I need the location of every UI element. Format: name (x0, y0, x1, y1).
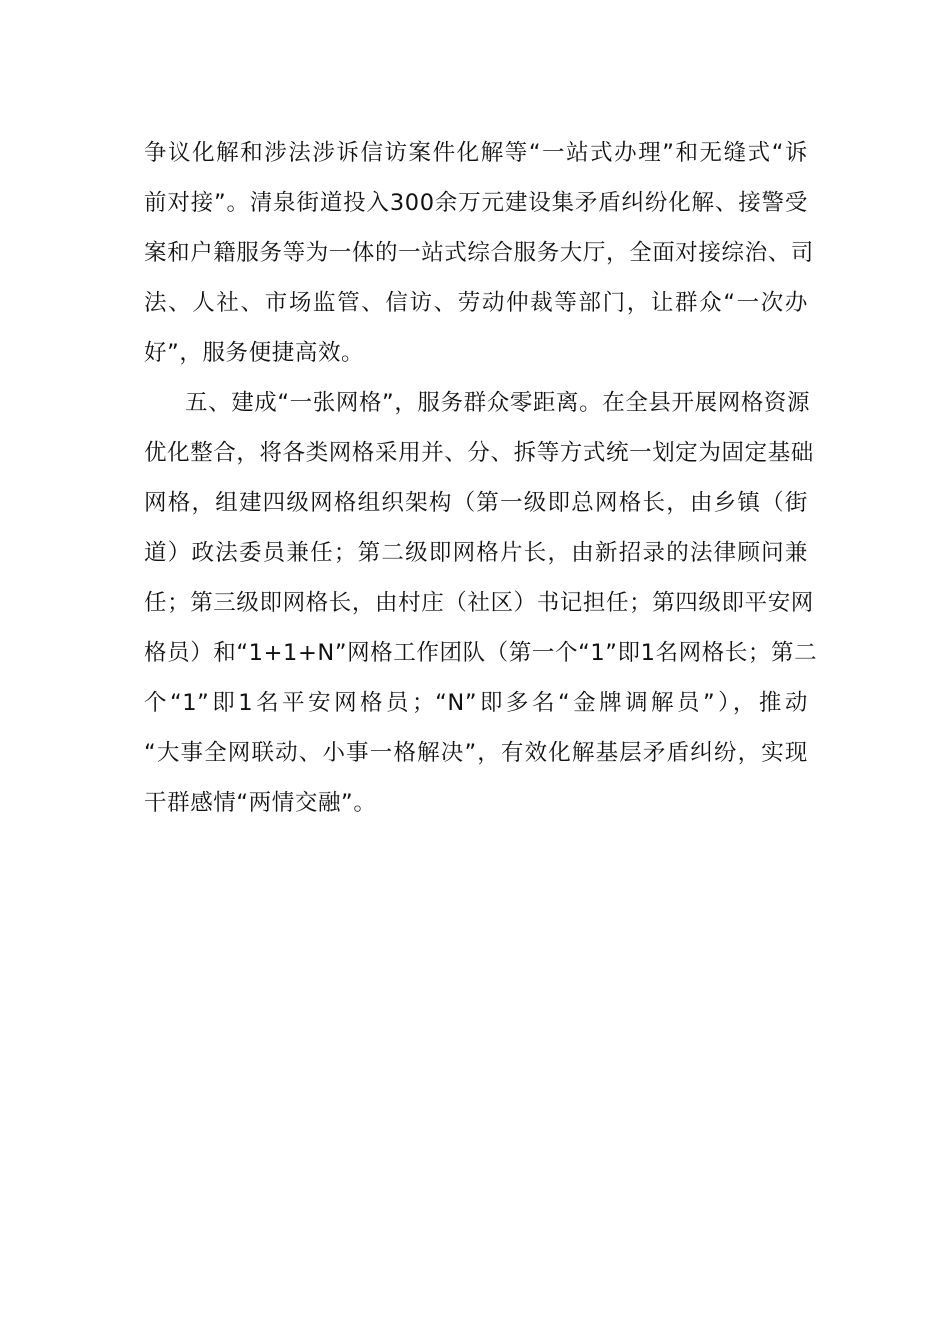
document-body (144, 128, 818, 828)
paragraph-line: 优化整合，将各类网格采用并、分、拆等方式统一划定为固定基础 (144, 440, 814, 466)
paragraph-line: 任；第三级即网格长，由村庄（社区）书记担任；第四级即平安网 (144, 590, 814, 616)
paragraph-line: 网格，组建四级网格组织架构（第一级即总网格长，由乡镇（街 (144, 490, 808, 516)
paragraph-1 (144, 128, 814, 378)
paragraph-line: 前对接”。清泉街道投入300余万元建设集矛盾纠纷化解、接警受 (144, 190, 808, 216)
paragraph-line: 案和户籍服务等为一体的一站式综合服务大厅，全面对接综治、司 (144, 240, 814, 266)
paragraph-line: 个“1”即1名平安网格员；“N”即多名“金牌调解员”），推动 (144, 690, 808, 716)
paragraph-line: 法、人社、市场监管、信访、劳动仲裁等部门，让群众“一次办 (144, 290, 808, 316)
paragraph-2 (144, 378, 818, 828)
paragraph-line: 五、建成“一张网格”，服务群众零距离。在全县开展网格资源 (185, 390, 811, 416)
paragraph-line: 道）政法委员兼任；第二级即网格片长，由新招录的法律顾问兼 (144, 540, 808, 566)
paragraph-line: “大事全网联动、小事一格解决”，有效化解基层矛盾纠纷，实现 (144, 740, 808, 766)
paragraph-line: 格员）和“1+1+N”网格工作团队（第一个“1”即1名网格长；第二 (144, 640, 818, 666)
paragraph-line: 干群感情“两情交融”。 (144, 790, 377, 816)
paragraph-line: 争议化解和涉法涉诉信访案件化解等“一站式办理”和无缝式“诉 (144, 140, 808, 166)
paragraph-line: 好”，服务便捷高效。 (144, 340, 365, 366)
